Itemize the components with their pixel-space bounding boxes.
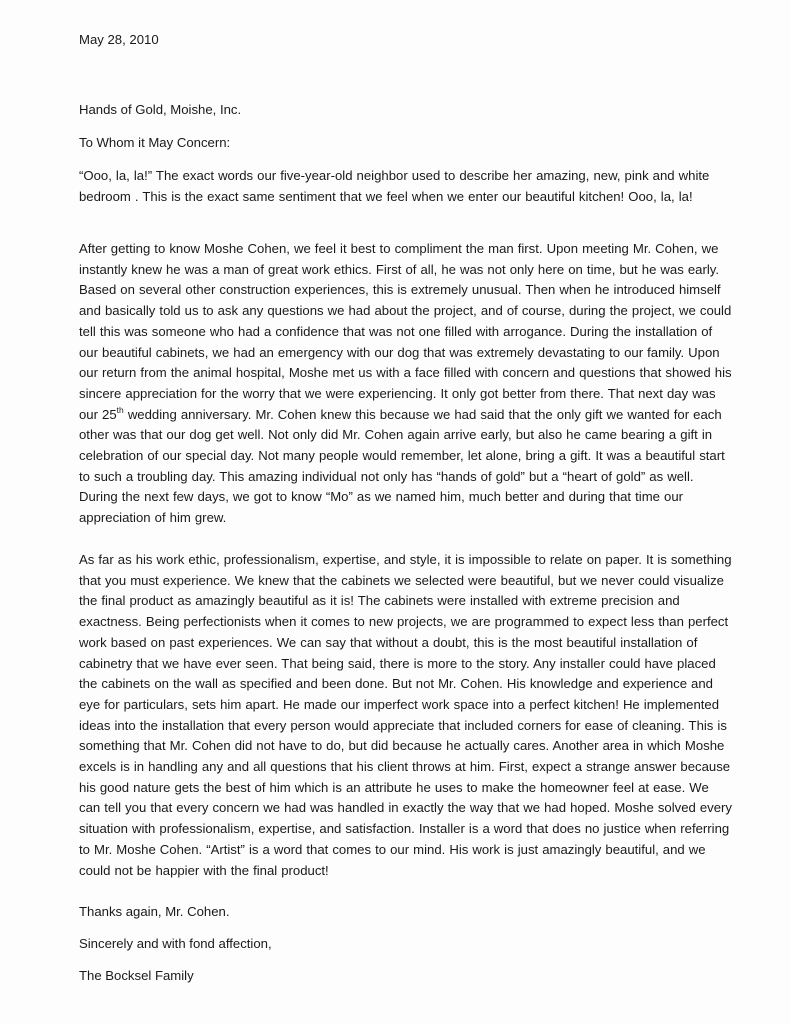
letter-date: May 28, 2010 <box>79 32 159 47</box>
letter-signature: The Bocksel Family <box>79 968 194 983</box>
paragraph-about-moshe-text-1: After getting to know Moshe Cohen, we feel it best to compliment the man first. Upon meeting Mr. Cohen, we instantly knew he was a man of great work ethics. First of all, he was not only here on time, but he was early. Based on several other construction experiences, this is extremely unusual. Then when he introduced himself and basically told us to ask any questions we had about the project, and of course, during the project, we could tell this was someone who had a confidence that was not one filled with arrogance. During the installation of our beautiful cabinets, we had an emergency with our dog that was extremely devastating to our family. Upon our return from the animal hospital, Moshe met us with a face filled with concern and questions that showed his sincere appreciation for the worry that we were experiencing. It only got better from there. That next day was our 25 <box>79 241 732 422</box>
paragraph-intro: “Ooo, la, la!” The exact words our five-year-old neighbor used to describe her amazing, new, pink and white bedroom . This is the exact same sentiment that we feel when we enter our beautiful kitchen! Ooo, la, la! <box>79 168 710 204</box>
paragraph-about-moshe <box>79 239 733 529</box>
letter-thanks: Thanks again, Mr. Cohen. <box>79 904 230 919</box>
letter-salutation: To Whom it May Concern: <box>79 135 231 150</box>
letter-addressee: Hands of Gold, Moishe, Inc. <box>79 102 242 117</box>
letter-closing: Sincerely and with fond affection, <box>79 936 272 951</box>
paragraph-about-moshe-text-2: wedding anniversary. Mr. Cohen knew this because we had said that the only gift we wanted for each other was that our dog get well. Not only did Mr. Cohen again arrive early, but also he came bearing a gift in celebration of our special day. Not many people would remember, let alone, bring a gift. It was a beautiful start to such a troubling day. This amazing individual not only has “hands of gold” but a “heart of gold” as well. During the next few days, we got to know “Mo” as we named him, much better and during that time our appreciation of him grew. <box>79 406 725 526</box>
paragraph-work-ethic: As far as his work ethic, professionalism, expertise, and style, it is impossible to relate on paper. It is something that you must experience. We knew that the cabinets we selected were beautiful, but we never could visualize the final product as amazingly beautiful as it is! The cabinets were installed with extreme precision and exactness. Being perfectionists when it comes to new projects, we are programmed to expect less than perfect work based on past experiences. We can say that without a doubt, this is the most beautiful installation of cabinetry that we have ever seen. That being said, there is more to the story. Any installer could have placed the cabinets on the wall as specified and been done. But not Mr. Cohen. His knowledge and experience and eye for particulars, sets him apart. He made our imperfect work space into a perfect kitchen! He implemented ideas into the installation that every person would appreciate that included corners for ease of cleaning. This is something that Mr. Cohen did not have to do, but did because he actually cares. Another area in which Moshe excels is in handling any and all questions that his client throws at him. First, expect a strange answer because his good nature gets the best of him which is an attribute he uses to make the homeowner feel at ease. We can tell you that every concern we had was handled in exactly the way that we had hoped. Moshe solved every situation with professionalism, expertise, and satisfaction. Installer is a word that does no justice when referring to Mr. Moshe Cohen. “Artist” is a word that comes to our mind. His work is just amazingly beautiful, and we could not be happier with the final product! <box>79 552 733 878</box>
ordinal-suffix: th <box>116 404 124 415</box>
